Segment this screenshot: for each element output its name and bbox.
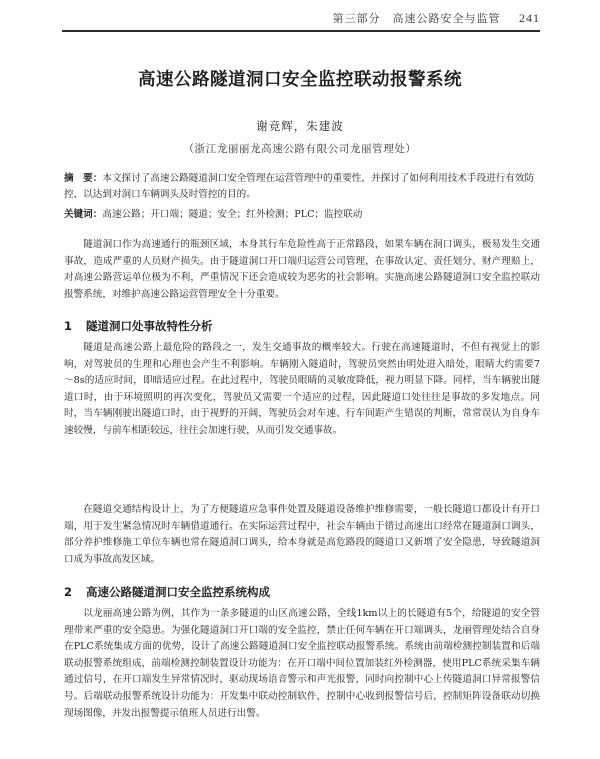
header-rule xyxy=(62,30,540,32)
running-title: 第三部分 高速公路安全与监管 xyxy=(332,12,501,25)
affiliation: （浙江龙丽丽龙高速公路有限公司龙丽管理处） xyxy=(183,143,417,155)
paper-title: 高速公路隧道洞口安全监控联动报警系统 xyxy=(138,70,462,90)
section-2-paragraph-1: 以龙丽高速公路为例，其作为一条多隧道的山区高速公路，全线1km以上的长隧道有5个，给隧道的安全管理带来严重的安全隐患。为强化隧道洞口开口端的安全监控，禁止任何车辆在开口端调头，龙丽管理处结合自身在PLC系统集成方面的优势，设计了高速公路隧道洞口安全监控联动报警系统。系统由前端检测控制装置和后端联动报警系统组成，前端检测控制装置设计功能为：在开口端中间位置加装红外检测器，使用PLC系统采集车辆通过信号，在开口端发生异常情况时，驱动现场语音警示和声光报警，同时向控制中心上传隧道洞口异常报警信号。后端联动报警系统设计功能为：开发集中联动控制软件，控制中心收到报警信号后，控制矩阵设备联动切换现场图像，并发出报警提示值班人员进行出警。 xyxy=(64,608,540,719)
page-number: 241 xyxy=(519,11,540,25)
section-2-heading xyxy=(64,584,540,600)
keywords-label: 关键词： xyxy=(64,209,103,220)
section-1-number: 1 xyxy=(64,319,73,333)
section-1-paragraph-1: 隧道是高速公路上最危险的路段之一，发生交通事故的概率较大。行驶在高速隧道时，不但有视觉上的影响，对驾驶员的生理和心理也会产生不利影响。车辆刚入隧道时，驾驶员突然由明处进入暗处，眼睛大约需要7～8s的适应时间，即暗适应过程。在此过程中，驾驶员眼睛的灵敏度降低，视力明显下降。同样，当车辆驶出隧道口时，由于环境照明的再次变化，驾驶员又需要一个适应的过程，因此隧道口处往往是事故的多发地点。同时，当车辆刚驶出隧道口时，由于视野的开阔，驾驶员会对车速、行车间距产生错误的判断，常常误认为自身车速较慢，与前车相距较远，往往会加速行驶，从而引发交通事故。 xyxy=(64,342,540,436)
running-header xyxy=(62,10,540,30)
abstract-text: 本文探讨了高速公路隧道洞口安全管理在运营管理中的重要性，并探讨了如何利用技术手段进行有效防控，以达到对洞口车辆调头及时管控的目的。 xyxy=(64,173,535,200)
section-1-paragraph-2: 在隧道交通结构设计上，为了方便隧道应急事件处置及隧道设备维护维修需要，一般长隧道口都设计有开口端，用于发生紧急情况时车辆借道通行。在实际运营过程中，社会车辆由于错过高速出口经常在隧道洞口调头，部分养护维修施工单位车辆也常在隧道洞口调头，给本身就是高危路段的隧道口又新增了安全隐患，导致隧道洞口成为事故高发区域。 xyxy=(64,504,540,565)
intro-paragraph: 隧道洞口作为高速通行的瓶颈区域，本身其行车危险性高于正常路段，如果车辆在洞口调头，极易发生交通事故，造成严重的人员财产损失。由于隧道洞口开口端归运营公司管理，在事故认定、责任划分、财产理赔上，对高速公路营运单位极为不利，严重情况下还会造成较为恶劣的社会影响。实施高速公路隧道洞口安全监控联动报警系统，对维护高速公路运营管理安全十分重要。 xyxy=(64,239,540,300)
section-2-number: 2 xyxy=(64,585,73,599)
section-1-title: 隧道洞口处事故特性分析 xyxy=(86,319,213,333)
abstract xyxy=(64,171,538,203)
keywords-text: 高速公路；开口端；隧道；安全；红外检测；PLC；监控联动 xyxy=(102,209,363,220)
section-2-title: 高速公路隧道洞口安全监控系统构成 xyxy=(86,585,271,599)
author-list: 谢竞辉，朱建波 xyxy=(256,119,344,133)
keywords xyxy=(64,207,538,223)
section-1-heading xyxy=(64,318,540,334)
abstract-label: 摘 要： xyxy=(64,173,103,184)
